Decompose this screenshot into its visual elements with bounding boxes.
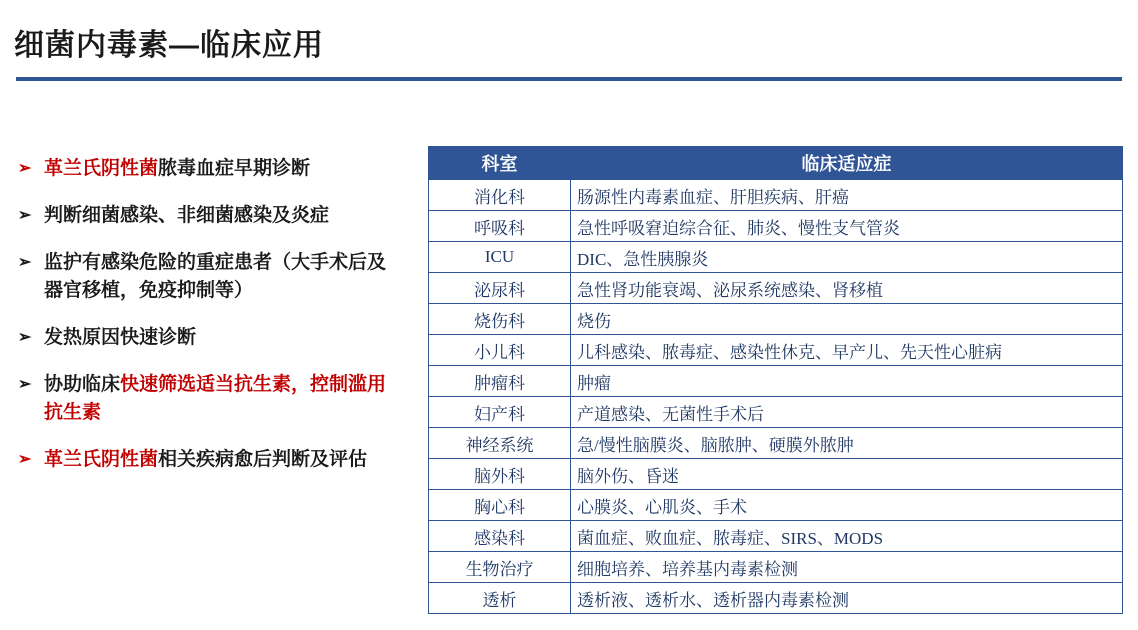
bullet-text-segment: 发热原因快速诊断 [44, 327, 197, 348]
cell-indication: 肿瘤 [571, 366, 1123, 397]
bullet-text-segment: 革兰氏阴性菌 [44, 449, 159, 470]
bullet-item [14, 202, 404, 230]
bullet-item [14, 446, 404, 474]
cell-indication: 产道感染、无菌性手术后 [571, 397, 1123, 428]
cell-indication: 急/慢性脑膜炎、脑脓肿、硬膜外脓肿 [571, 428, 1123, 459]
bullet-arrow-icon: ➢ [18, 254, 32, 271]
table-row [429, 211, 1123, 242]
bullet-item [14, 371, 404, 427]
cell-department: 肿瘤科 [429, 366, 571, 397]
cell-department: 透析 [429, 583, 571, 614]
bullet-list [14, 155, 404, 493]
table-row [429, 459, 1123, 490]
table-row [429, 273, 1123, 304]
cell-indication: 儿科感染、脓毒症、感染性休克、早产儿、先天性心脏病 [571, 335, 1123, 366]
cell-department: 妇产科 [429, 397, 571, 428]
bullet-text-segment: 相关疾病愈后判断及评估 [158, 449, 368, 470]
cell-department: 胸心科 [429, 490, 571, 521]
table-row [429, 552, 1123, 583]
cell-department: 消化科 [429, 180, 571, 211]
bullet-arrow-icon: ➢ [18, 329, 32, 346]
table-row [429, 428, 1123, 459]
bullet-text-segment: 脓毒血症早期诊断 [158, 158, 311, 179]
bullet-text-segment: 监护有感染危险的重症患者（大手术后及器官移植，免疫抑制等） [44, 252, 387, 301]
column-header-department: 科室 [429, 147, 571, 180]
bullet-item [14, 249, 404, 305]
table-row [429, 242, 1123, 273]
cell-department: 脑外科 [429, 459, 571, 490]
cell-indication: 细胞培养、培养基内毒素检测 [571, 552, 1123, 583]
clinical-indication-table-wrap [428, 146, 1122, 614]
cell-indication: 烧伤 [571, 304, 1123, 335]
cell-indication: 心膜炎、心肌炎、手术 [571, 490, 1123, 521]
table-body [429, 180, 1123, 614]
cell-department: 神经系统 [429, 428, 571, 459]
bullet-text-segment: 协助临床 [44, 374, 121, 395]
bullet-arrow-icon: ➢ [18, 207, 32, 224]
column-header-indication: 临床适应症 [571, 147, 1123, 180]
cell-department: ICU [429, 242, 571, 273]
table-row [429, 335, 1123, 366]
cell-department: 感染科 [429, 521, 571, 552]
bullet-item [14, 155, 404, 183]
table-header-row [429, 147, 1123, 180]
clinical-indication-table [428, 146, 1123, 614]
cell-indication: 透析液、透析水、透析器内毒素检测 [571, 583, 1123, 614]
bullet-text-segment: 快速筛选适当抗生素，控制滥用抗生素 [44, 374, 387, 423]
table-row [429, 397, 1123, 428]
table-row [429, 521, 1123, 552]
table-row [429, 583, 1123, 614]
cell-indication: 菌血症、败血症、脓毒症、SIRS、MODS [571, 521, 1123, 552]
cell-indication: DIC、急性胰腺炎 [571, 242, 1123, 273]
cell-indication: 急性呼吸窘迫综合征、肺炎、慢性支气管炎 [571, 211, 1123, 242]
cell-indication: 肠源性内毒素血症、肝胆疾病、肝癌 [571, 180, 1123, 211]
bullet-text-segment: 革兰氏阴性菌 [44, 158, 159, 179]
bullet-text-segment: 判断细菌感染、非细菌感染及炎症 [44, 205, 330, 226]
cell-indication: 脑外伤、昏迷 [571, 459, 1123, 490]
bullet-arrow-icon: ➢ [18, 451, 32, 468]
table-row [429, 180, 1123, 211]
table-row [429, 304, 1123, 335]
cell-department: 泌尿科 [429, 273, 571, 304]
table-row [429, 366, 1123, 397]
page-title: 细菌内毒素—临床应用 [14, 29, 324, 62]
bullet-item [14, 324, 404, 352]
bullet-arrow-icon: ➢ [18, 160, 32, 177]
title-divider [16, 77, 1122, 81]
bullet-arrow-icon: ➢ [18, 376, 32, 393]
cell-department: 呼吸科 [429, 211, 571, 242]
cell-department: 小儿科 [429, 335, 571, 366]
cell-department: 烧伤科 [429, 304, 571, 335]
cell-department: 生物治疗 [429, 552, 571, 583]
table-row [429, 490, 1123, 521]
cell-indication: 急性肾功能衰竭、泌尿系统感染、肾移植 [571, 273, 1123, 304]
